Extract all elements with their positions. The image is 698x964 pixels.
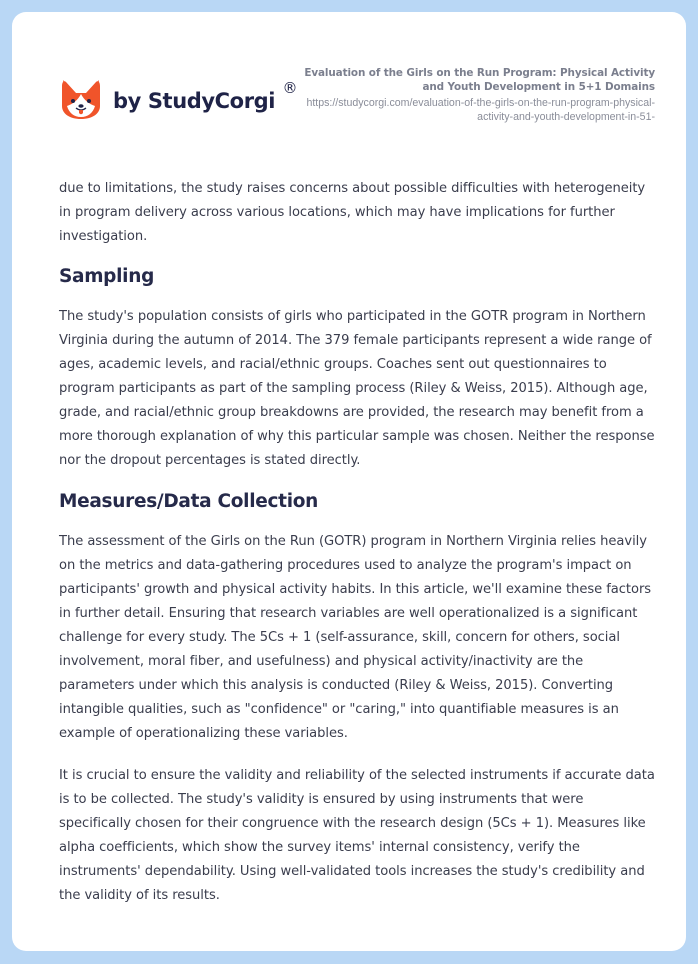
measures-paragraph-2: It is crucial to ensure the validity and reliability of the selected instruments if accurate data is to be collected. The study's validity is ensured by using instruments that were specifically chosen for their congruence with the research design (5Cs + 1). Measures like alpha coefficients, which show the survey items' internal consistency, verify the instruments' dependability. Using well-validated tools increases the study's credibility and the validity of its results. [59, 768, 655, 903]
registered-mark: ® [282, 79, 298, 97]
section-heading-measures: Measures/Data Collection [59, 491, 319, 512]
page-header [12, 12, 686, 152]
document-title: Evaluation of the Girls on the Run Program: Physical Activity and Youth Development in 5+1 Domains [304, 67, 655, 93]
document-meta [295, 66, 655, 124]
studycorgi-logo[interactable] [60, 76, 298, 122]
logo-text: by StudyCorgi ® [113, 79, 298, 113]
measures-paragraph-1: The assessment of the Girls on the Run (GOTR) program in Northern Virginia relies heavily on the metrics and data-gathering procedures used to analyze the program's impact on participants' growth and physical activity habits. In this article, we'll examine these factors in further detail. Ensuring that research variables are well operationalized is a significant challenge for every study. The 5Cs + 1 (self-assurance, skill, concern for others, social involvement, moral fiber, and usefulness) and physical activity/inactivity are the parameters under which this analysis is conducted (Riley & Weiss, 2015). Converting intangible qualities, such as "confidence" or "caring," into quantifiable measures is an example of operationalizing these variables. [59, 534, 652, 741]
section-heading-sampling: Sampling [59, 266, 155, 287]
intro-paragraph: due to limitations, the study raises concerns about possible difficulties with heterogeneity in program delivery across various locations, which may have implications for further investigation. [59, 181, 646, 244]
article-body [59, 177, 659, 908]
corgi-logo-icon [60, 76, 102, 122]
document-url[interactable]: https://studycorgi.com/evaluation-of-the-girls-on-the-run-program-physical-activity-and-youth-development-in-51- [306, 97, 655, 123]
document-card [12, 12, 686, 951]
sampling-paragraph: The study's population consists of girls who participated in the GOTR program in Northern Virginia during the autumn of 2014. The 379 female participants represent a wide range of ages, academic levels, and racial/ethnic groups. Coaches sent out questionnaires to program participants as part of the sampling process (Riley & Weiss, 2015). Although age, grade, and racial/ethnic group breakdowns are provided, the research may benefit from a more thorough explanation of why this particular sample was chosen. Neither the response nor the dropout percentages is stated directly. [59, 309, 655, 468]
